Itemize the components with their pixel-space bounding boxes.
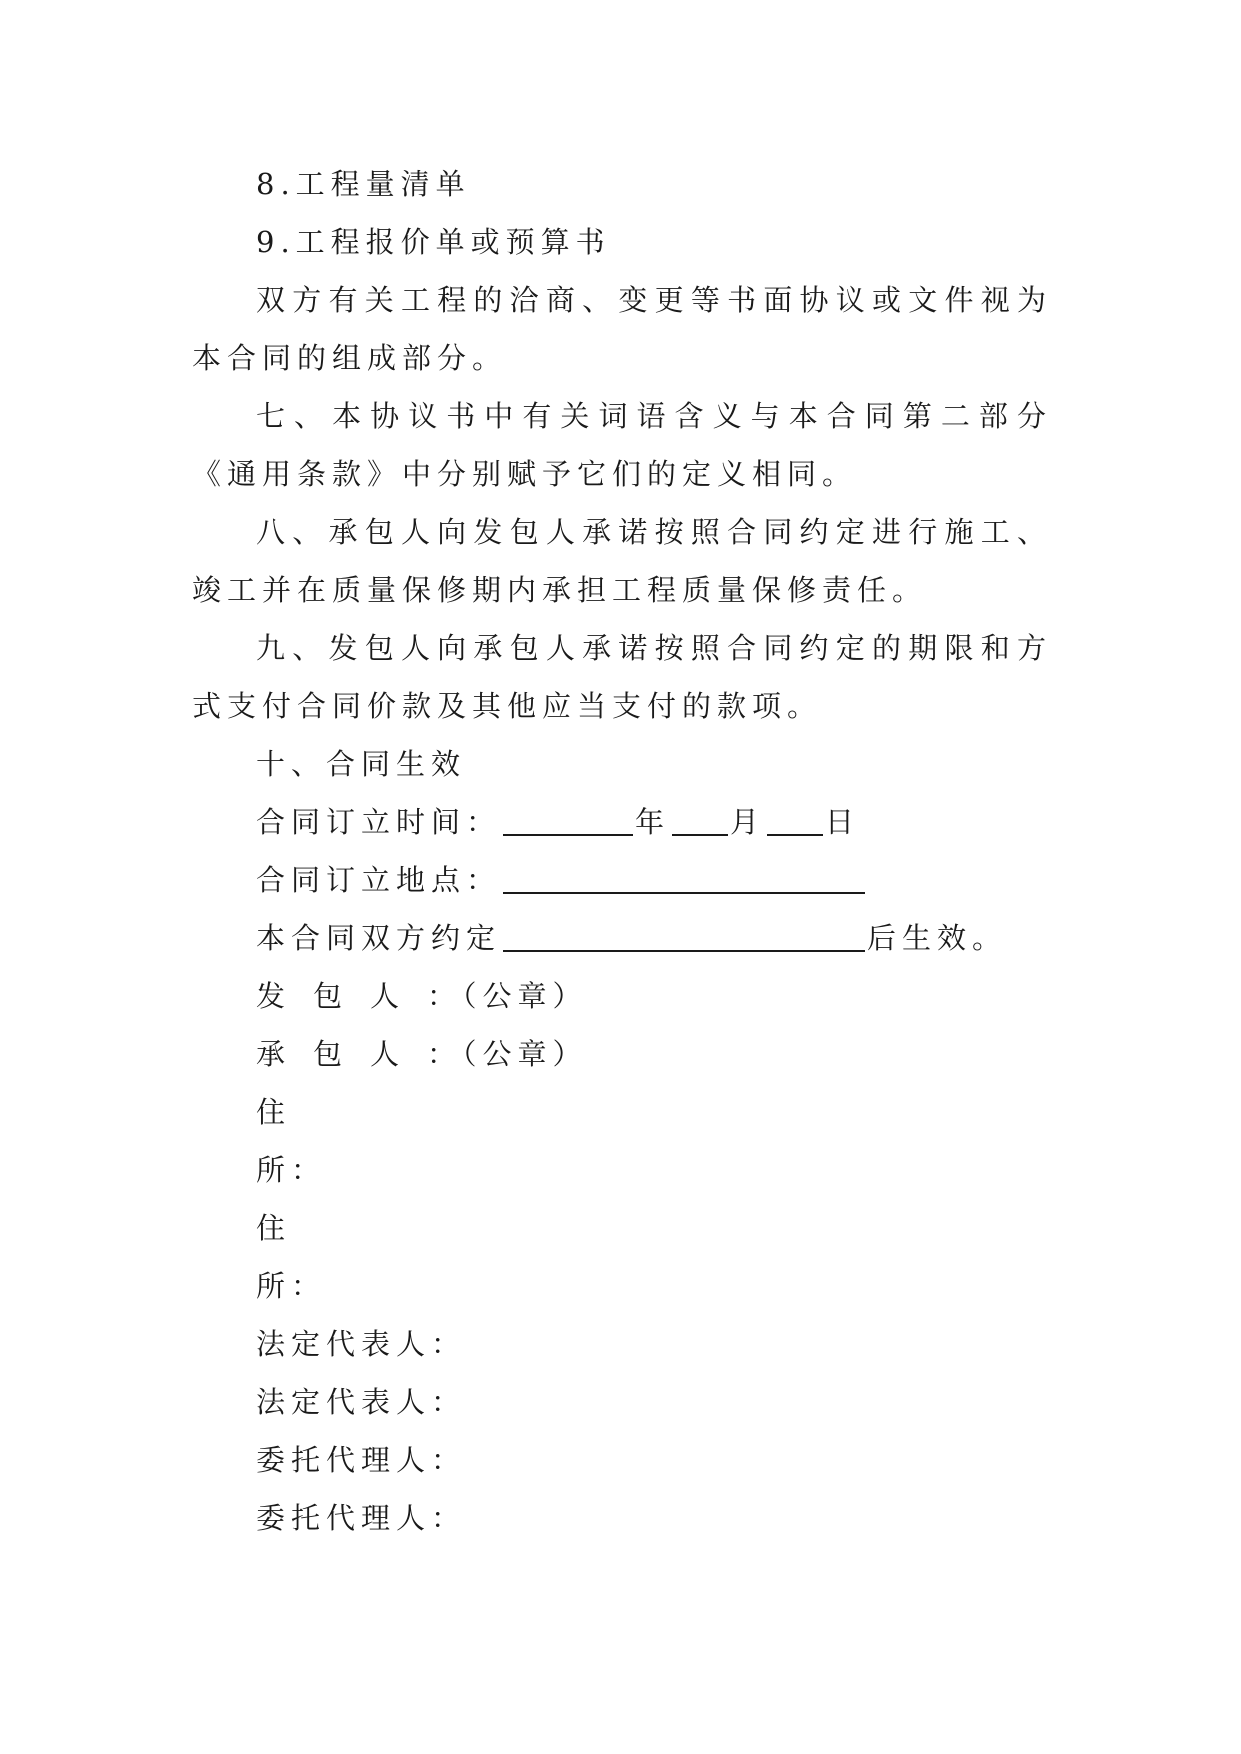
effective-condition-line: [192, 909, 1052, 967]
day-label: 日: [825, 805, 861, 839]
employer-address-label-part2: 所：: [256, 1153, 327, 1187]
employer-label: 发包人: [256, 979, 428, 1013]
contractor-seal-label: ：（公章）: [427, 1037, 588, 1071]
list-item-9: 9.工程报价单或预算书: [256, 225, 611, 259]
contractor-legal-representative: 法定代表人：: [256, 1385, 467, 1419]
employer-seal-line: [192, 967, 1052, 1025]
effective-condition-suffix: 后生效。: [867, 921, 1008, 955]
year-label: 年: [635, 805, 671, 839]
contractor-seal-line: [192, 1025, 1052, 1083]
contractor-authorized-agent: 委托代理人：: [256, 1501, 467, 1535]
effective-condition-prefix: 本合同双方约定: [256, 921, 502, 955]
signing-time-label: 合同订立时间：: [256, 805, 502, 839]
day-blank[interactable]: [767, 804, 823, 836]
employer-address-label-part1: 住: [256, 1095, 292, 1129]
signing-place-label: 合同订立地点：: [256, 863, 502, 897]
employer-seal-label: ：（公章）: [427, 979, 588, 1013]
month-label: 月: [730, 805, 766, 839]
contractor-label: 承包人: [256, 1037, 428, 1071]
signing-time-line: [192, 793, 1052, 851]
clause-7-paragraph: 七、本协议书中有关词语含义与本合同第二部分《通用条款》中分别赋予它们的定义相同。: [192, 399, 1052, 491]
contractor-address-label-part2: 所：: [256, 1269, 327, 1303]
employer-legal-representative: 法定代表人：: [256, 1327, 467, 1361]
contractor-address-label-part1: 住: [256, 1211, 292, 1245]
effective-condition-blank[interactable]: [503, 920, 865, 952]
clause-10-heading: 十、合同生效: [256, 747, 467, 781]
month-blank[interactable]: [672, 804, 728, 836]
signing-place-line: [192, 851, 1052, 909]
year-blank[interactable]: [503, 804, 633, 836]
list-item-8: 8.工程量清单: [256, 167, 471, 201]
document-body: [192, 155, 1052, 1547]
signing-place-blank[interactable]: [503, 862, 865, 894]
clause-8-paragraph: 八、承包人向发包人承诺按照合同约定进行施工、竣工并在质量保修期内承担工程质量保修责任。: [192, 515, 1052, 607]
employer-authorized-agent: 委托代理人：: [256, 1443, 467, 1477]
clause-9-paragraph: 九、发包人向承包人承诺按照合同约定的期限和方式支付合同价款及其他应当支付的款项。: [192, 631, 1052, 723]
composition-paragraph: 双方有关工程的洽商、变更等书面协议或文件视为本合同的组成部分。: [192, 283, 1052, 375]
